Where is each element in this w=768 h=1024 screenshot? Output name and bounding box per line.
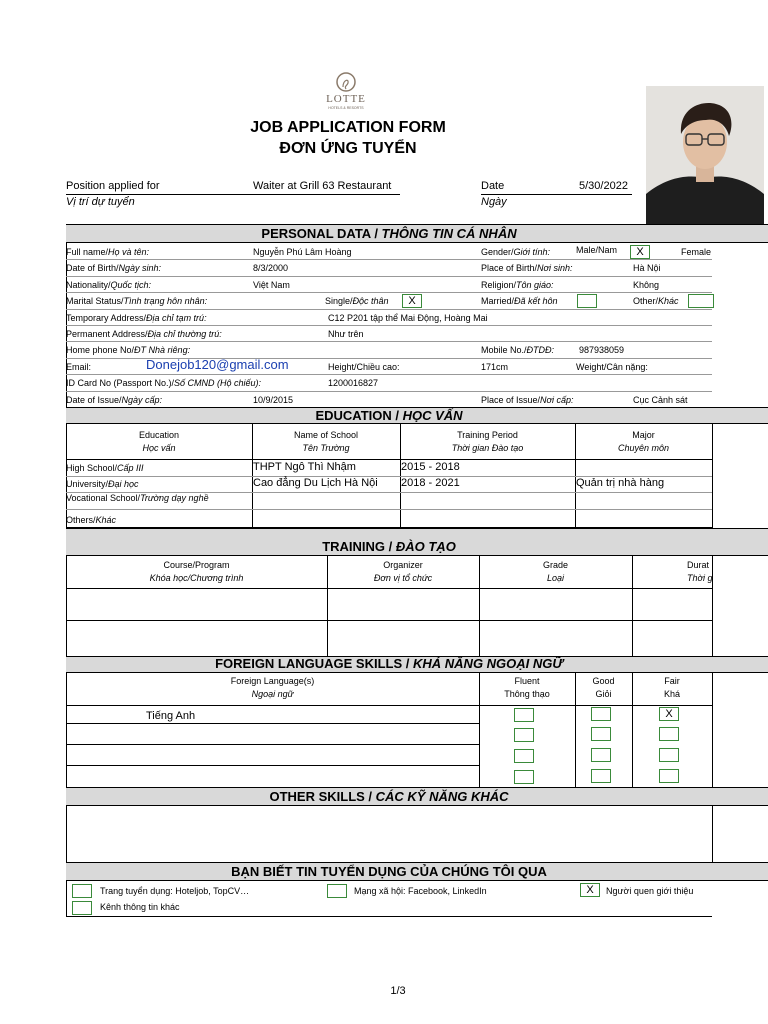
lang-1-name: Tiếng Anh bbox=[146, 710, 196, 722]
married-checkbox[interactable] bbox=[577, 294, 597, 308]
other-status-label: Other/Khác bbox=[633, 296, 679, 306]
training-col-organizer-vi: Đơn vị tổ chức bbox=[373, 573, 433, 583]
source-jobsite-label: Trang tuyển dụng: Hoteljob, TopCV… bbox=[100, 886, 250, 896]
training-col-duration: Durat bbox=[687, 560, 710, 570]
edu-col-major-vi: Chuyên môn bbox=[617, 443, 670, 453]
language-heading: FOREIGN LANGUAGE SKILLS / KHẢ NĂNG NGOẠI NGỮ bbox=[215, 656, 563, 671]
training-col-course: Course/Program bbox=[163, 560, 230, 570]
training-heading: TRAINING / ĐÀO TẠO bbox=[322, 539, 456, 554]
training-col-grade: Grade bbox=[542, 560, 568, 570]
lang-col-language: Foreign Language(s) bbox=[230, 676, 315, 686]
poi-label: Place of Issue/Nơi cấp: bbox=[481, 395, 574, 405]
religion-label: Religion/Tôn giáo: bbox=[481, 280, 554, 290]
form-title: JOB APPLICATION FORM bbox=[250, 119, 446, 136]
page-number: 1/3 bbox=[390, 985, 406, 997]
logo-sub: HOTELS & RESORTS bbox=[328, 106, 364, 110]
lang-col-fluent-vi: Thông thạo bbox=[504, 689, 550, 699]
lotte-logo bbox=[318, 70, 374, 112]
edu-major-university: Quản trị nhà hàng bbox=[576, 477, 665, 489]
lang-col-fair: Fair bbox=[664, 676, 680, 686]
lang-col-good: Good bbox=[592, 676, 615, 686]
edu-school-highschool: THPT Ngô Thì Nhậm bbox=[253, 461, 356, 473]
source-other-label: Kênh thông tin khác bbox=[100, 902, 180, 912]
edu-col-education: Education bbox=[138, 430, 180, 440]
id-value: 1200016827 bbox=[328, 378, 379, 388]
female-label: Female bbox=[681, 247, 712, 257]
personal-heading: PERSONAL DATA / THÔNG TIN CÁ NHÂN bbox=[261, 226, 517, 241]
fullname-label: Full name/Họ và tên: bbox=[66, 247, 150, 257]
lang-2-fair-checkbox[interactable] bbox=[659, 727, 679, 741]
single-label: Single/Độc thân bbox=[325, 296, 389, 306]
id-label: ID Card No (Passport No.)/Số CMND (Hộ chiếu): bbox=[66, 378, 262, 388]
training-col-course-vi: Khóa học/Chương trình bbox=[149, 573, 244, 583]
logo-brand: LOTTE bbox=[326, 93, 366, 105]
mobile-value: 987938059 bbox=[579, 345, 625, 355]
mobile-label: Mobile No./ĐTDĐ: bbox=[481, 345, 555, 355]
applicant-photo bbox=[646, 86, 764, 224]
date-value: 5/30/2022 bbox=[579, 180, 628, 192]
dob-value: 8/3/2000 bbox=[253, 263, 289, 273]
home-phone-label: Home phone No/ĐT Nhà riêng: bbox=[66, 345, 191, 355]
single-checkbox[interactable]: X bbox=[402, 294, 422, 308]
married-label: Married/Đã kết hôn bbox=[481, 296, 558, 306]
edu-level-university: University/Đại học bbox=[66, 479, 139, 489]
fullname-value: Nguyễn Phú Lâm Hoàng bbox=[253, 247, 352, 257]
position-label-vi: Vị trí dự tuyển bbox=[66, 196, 135, 208]
weight-label: Weight/Cân nặng: bbox=[576, 362, 648, 372]
email-label: Email: bbox=[66, 362, 92, 372]
pob-label: Place of Birth/Nơi sinh: bbox=[481, 263, 573, 273]
lang-1-fair-checkbox[interactable]: X bbox=[659, 707, 679, 721]
pob-value: Hà Nội bbox=[633, 263, 661, 273]
edu-period-university: 2018 - 2021 bbox=[401, 477, 460, 489]
lang-3-fluent-checkbox[interactable] bbox=[514, 749, 534, 763]
position-label: Position applied for bbox=[66, 180, 160, 192]
perm-address-value: Như trên bbox=[328, 329, 364, 339]
source-other-checkbox[interactable] bbox=[72, 901, 92, 915]
edu-level-vocational: Vocational School/Trường dạy nghề bbox=[66, 493, 209, 503]
perm-address-label: Permanent Address/Địa chỉ thường trú: bbox=[66, 329, 222, 339]
lang-2-fluent-checkbox[interactable] bbox=[514, 728, 534, 742]
other-status-checkbox[interactable] bbox=[688, 294, 714, 308]
lang-4-fluent-checkbox[interactable] bbox=[514, 770, 534, 784]
edu-col-education-vi: Học vấn bbox=[142, 443, 176, 453]
source-referral-label: Người quen giới thiệu bbox=[606, 886, 694, 896]
other-skills-heading: OTHER SKILLS / CÁC KỸ NĂNG KHÁC bbox=[269, 789, 509, 804]
doi-label: Date of Issue/Ngày cấp: bbox=[66, 395, 163, 405]
lang-col-fair-vi: Khá bbox=[663, 689, 680, 699]
lang-col-language-vi: Ngoại ngữ bbox=[251, 689, 294, 699]
lang-3-fair-checkbox[interactable] bbox=[659, 748, 679, 762]
male-label: Male/Nam bbox=[576, 245, 618, 255]
lang-col-good-vi: Giỏi bbox=[595, 689, 612, 699]
temp-address-label: Temporary Address/Địa chỉ tạm trú: bbox=[66, 313, 207, 323]
gender-label: Gender/Giới tính: bbox=[481, 247, 550, 257]
source-heading: BẠN BIẾT TIN TUYỂN DỤNG CỦA CHÚNG TÔI QUA bbox=[231, 864, 547, 879]
training-col-organizer: Organizer bbox=[383, 560, 423, 570]
education-heading: EDUCATION / HỌC VẤN bbox=[315, 408, 463, 423]
lang-4-good-checkbox[interactable] bbox=[591, 769, 611, 783]
source-social-label: Mạng xã hội: Facebook, LinkedIn bbox=[354, 886, 487, 896]
edu-col-period: Training Period bbox=[457, 430, 518, 440]
source-referral-checkbox[interactable]: X bbox=[580, 883, 600, 897]
lang-4-fair-checkbox[interactable] bbox=[659, 769, 679, 783]
height-value: 171cm bbox=[481, 362, 509, 372]
date-label: Date bbox=[481, 180, 505, 192]
source-jobsite-checkbox[interactable] bbox=[72, 884, 92, 898]
dob-label: Date of Birth/Ngày sinh: bbox=[66, 263, 162, 273]
form-title-vi: ĐƠN ỨNG TUYỂN bbox=[279, 140, 417, 157]
edu-col-school-vi: Tên Trường bbox=[302, 443, 350, 453]
edu-col-period-vi: Thời gian Đào tạo bbox=[451, 443, 524, 453]
edu-level-highschool: High School/Cấp III bbox=[66, 463, 144, 473]
nationality-value: Việt Nam bbox=[253, 280, 290, 290]
poi-value: Cục Cảnh sát bbox=[633, 395, 688, 405]
temp-address-value: C12 P201 tập thể Mai Động, Hoàng Mai bbox=[328, 313, 488, 323]
lang-3-good-checkbox[interactable] bbox=[591, 748, 611, 762]
lang-col-fluent: Fluent bbox=[514, 676, 540, 686]
source-social-checkbox[interactable] bbox=[327, 884, 347, 898]
date-label-vi: Ngày bbox=[481, 196, 507, 208]
edu-col-school: Name of School bbox=[293, 430, 359, 440]
position-value: Waiter at Grill 63 Restaurant bbox=[253, 180, 392, 192]
lang-1-fluent-checkbox[interactable] bbox=[514, 708, 534, 722]
religion-value: Không bbox=[633, 280, 660, 290]
training-col-grade-vi: Loại bbox=[546, 573, 564, 583]
edu-school-university: Cao đẳng Du Lịch Hà Nội bbox=[253, 477, 378, 489]
doi-value: 10/9/2015 bbox=[253, 395, 294, 405]
lang-1-good-checkbox[interactable] bbox=[591, 707, 611, 721]
edu-col-major: Major bbox=[632, 430, 655, 440]
nationality-label: Nationality/Quốc tịch: bbox=[66, 280, 152, 290]
lang-2-good-checkbox[interactable] bbox=[591, 727, 611, 741]
edu-level-others: Others/Khác bbox=[66, 515, 117, 525]
marital-label: Marital Status/Tình trạng hôn nhân: bbox=[66, 296, 208, 306]
email-value[interactable]: Donejob120@gmail.com bbox=[146, 357, 289, 372]
edu-period-highschool: 2015 - 2018 bbox=[401, 461, 460, 473]
male-checkbox[interactable]: X bbox=[630, 245, 650, 259]
training-col-duration-vi: Thời g bbox=[687, 573, 713, 583]
height-label: Height/Chiều cao: bbox=[328, 362, 400, 372]
